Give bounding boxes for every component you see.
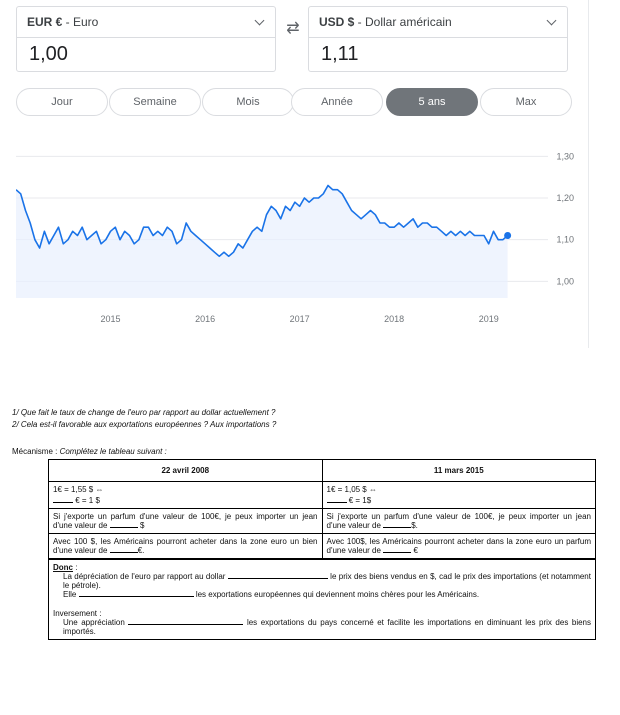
donc-line-3 (53, 618, 591, 636)
y-tick-label: 1,00 (556, 276, 574, 287)
col-header-2015: 11 mars 2015 (322, 460, 596, 482)
x-tick-label: 2017 (289, 314, 310, 324)
cell-donc (49, 559, 596, 640)
question-1: 1/ Que fait le taux de change de l'euro par rapport au dollar actuellement ? (12, 408, 276, 417)
worksheet-table (48, 459, 596, 640)
y-tick-label: 1,30 (556, 151, 574, 162)
export-2008-end: $ (139, 521, 145, 530)
tab-semaine[interactable]: Semaine (109, 88, 201, 116)
cell-usd-2008 (49, 534, 323, 560)
inversement-label: Inversement : (53, 609, 102, 618)
mecanisme-label: Mécanisme : (12, 447, 60, 456)
answer-blank[interactable] (383, 527, 411, 528)
from-currency-select[interactable] (17, 7, 275, 38)
rate-2015-line2 (327, 496, 592, 505)
tab-5-ans[interactable]: 5 ans (386, 88, 478, 116)
tab-jour[interactable]: Jour (16, 88, 108, 116)
export-2015-end: $. (411, 521, 418, 530)
to-currency-code: USD $ (319, 15, 355, 29)
to-currency-select[interactable] (309, 7, 567, 38)
series-area (16, 186, 508, 299)
rate-2015-line2-text: € = 1$ (348, 496, 372, 505)
donc-heading (53, 563, 591, 572)
range-tabs (16, 88, 572, 116)
mecanisme-instruction: Complétez le tableau suivant : (59, 447, 167, 456)
donc-l2a: Elle (63, 590, 77, 599)
x-tick-label: 2015 (100, 314, 121, 324)
from-currency-code: EUR € (27, 15, 63, 29)
tab-max[interactable]: Max (480, 88, 572, 116)
cell-export-2015 (322, 509, 596, 534)
question-2: 2/ Cela est-il favorable aux exportations européennes ? Aux importations ? (12, 420, 277, 429)
answer-blank[interactable] (53, 502, 73, 503)
answer-blank[interactable] (128, 624, 243, 625)
y-tick-label: 1,10 (556, 234, 574, 245)
to-currency-name: - Dollar américain (354, 15, 452, 29)
answer-blank[interactable] (110, 552, 138, 553)
currency-converter (16, 6, 576, 74)
donc-colon: : (73, 563, 78, 572)
usd-2008-text: Avec 100 $, les Américains pourront acheter dans la zone euro un bien d'une valeur de (53, 537, 318, 555)
x-tick-label: 2016 (195, 314, 216, 324)
x-tick-label: 2018 (384, 314, 405, 324)
donc-l2b: les exportations européennes qui deviennent moins chères pour les Américains. (195, 590, 480, 599)
export-2008-text: Si j'exporte un parfum d'une valeur de 100€, je peux importer un jean d'une valeur de (53, 512, 318, 530)
y-tick-label: 1,20 (556, 193, 574, 203)
answer-blank[interactable] (79, 596, 194, 597)
tab-mois[interactable]: Mois (202, 88, 294, 116)
answer-blank[interactable] (383, 552, 411, 553)
chevron-down-icon (255, 16, 265, 26)
rate-2008-line2-text: € = 1 $ (75, 496, 100, 505)
mecanisme-line (12, 447, 167, 456)
to-amount-input[interactable]: 1,11 (321, 43, 359, 65)
answer-blank[interactable] (110, 527, 138, 528)
donc-l3a: Une appréciation (63, 618, 125, 627)
rate-2015-line1: 1€ = 1,05 $ ⇔ (326, 485, 377, 494)
chevron-down-icon (547, 16, 557, 26)
usd-2015-text: Avec 100$, les Américains pourront acheter dans la zone euro un parfum d'une valeur de (326, 537, 591, 555)
usd-2015-end: € (413, 546, 418, 555)
answer-blank[interactable] (327, 502, 347, 503)
from-amount-input[interactable]: 1,00 (29, 43, 68, 65)
from-currency-name: - Euro (62, 15, 99, 29)
usd-2008-end: €. (137, 546, 145, 555)
from-currency-box (16, 6, 276, 72)
x-tick-label: 2019 (478, 314, 499, 324)
chart-svg (16, 148, 576, 328)
donc-l1b: le prix des biens vendus en $, cad le prix des importations (et notamment le pétrole). (63, 572, 591, 590)
to-currency-box (308, 6, 568, 72)
exchange-rate-chart (16, 148, 576, 328)
swap-icon[interactable]: ⇄ (286, 20, 300, 37)
rate-2008-line2 (53, 496, 318, 505)
donc-title: Donc (53, 563, 73, 572)
donc-line-1 (53, 572, 591, 590)
panel-edge (588, 0, 589, 348)
cell-usd-2015 (322, 534, 596, 560)
cell-export-2008 (49, 509, 323, 534)
rate-2008-line1: 1€ = 1,55 $ ⇔ (53, 485, 104, 494)
cell-rate-2008 (49, 482, 323, 509)
tab-annee[interactable]: Année (291, 88, 383, 116)
donc-l3b: les exportations du pays concerné et facilite les importations en diminuant les prix des biens importés. (63, 618, 592, 636)
col-header-2008: 22 avril 2008 (49, 460, 323, 482)
current-point (504, 232, 511, 239)
export-2015-text: Si j'exporte un parfum d'une valeur de 100€, je peux importer un jean d'une valeur de (326, 512, 591, 530)
answer-blank[interactable] (228, 578, 328, 579)
cell-rate-2015 (322, 482, 596, 509)
donc-l1a: La dépréciation de l'euro par rapport au dollar (63, 572, 226, 581)
donc-line-2 (53, 590, 591, 599)
